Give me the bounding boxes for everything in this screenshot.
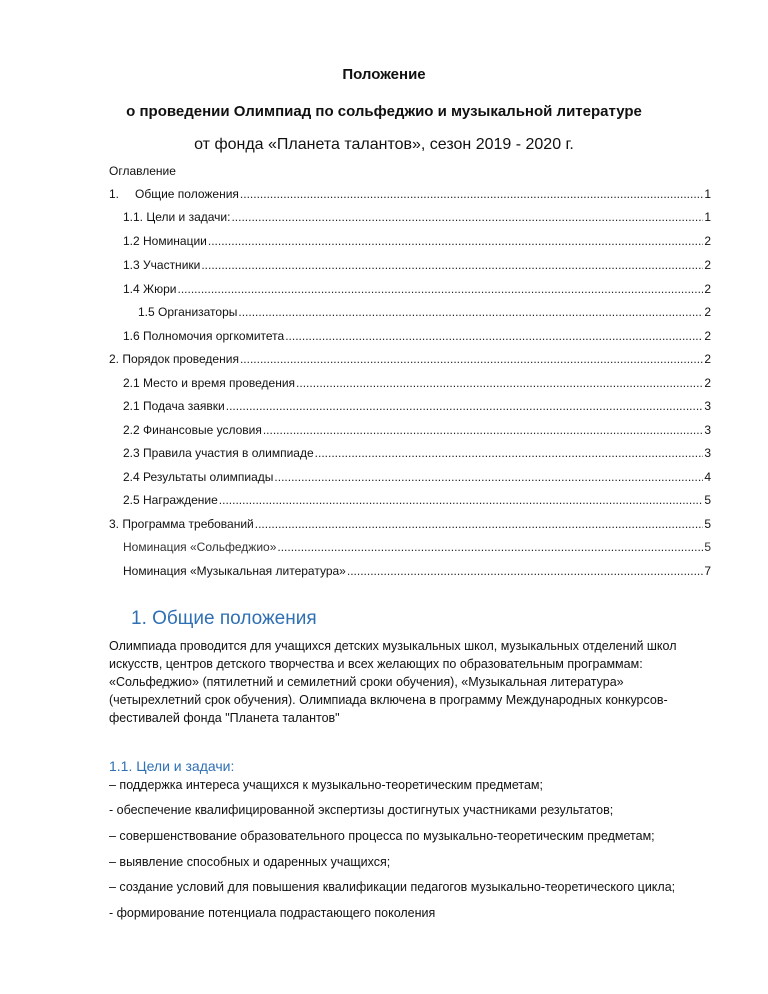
toc-leader-dots [238,305,703,319]
toc-leader-dots [274,470,703,484]
document-organizer-line: от фонда «Планета талантов», сезон 2019 - 2020 г. [194,136,574,153]
toc-heading: Оглавление [109,164,176,178]
toc-item[interactable] [123,470,711,486]
toc-item-label[interactable]: 1.2 Номинации [123,234,207,248]
toc-item-page: 2 [704,234,711,248]
toc-item-page: 4 [704,470,711,484]
toc-item-page: 3 [704,399,711,413]
toc-item-page: 2 [704,352,711,366]
toc-item[interactable] [138,305,711,321]
document-subtitle: о проведении Олимпиад по сольфеджио и музыкальной литературе [126,103,642,120]
toc-leader-dots [347,564,703,578]
toc-item-label[interactable]: 2.5 Награждение [123,493,218,507]
toc-item[interactable] [123,234,711,250]
toc-leader-dots [285,329,703,343]
toc-item-page: 3 [704,446,711,460]
toc-item-page: 2 [704,258,711,272]
toc-item[interactable] [109,352,711,368]
toc-item-label[interactable]: 1.5 Организаторы [138,305,238,319]
toc-item[interactable] [123,258,711,274]
toc-leader-dots [240,352,703,366]
toc-item-number: 1. [109,187,120,201]
goal-item: – поддержка интереса учащихся к музыкально-теоретическим предметам; [109,778,543,792]
toc-item-label[interactable]: 1.1. Цели и задачи: [123,210,231,224]
toc-item[interactable] [123,210,711,226]
toc-leader-dots [219,493,704,507]
toc-item[interactable] [123,493,711,509]
toc-item-page: 5 [704,493,711,507]
toc-item-page: 5 [704,540,711,554]
toc-item[interactable] [123,564,711,580]
toc-leader-dots [201,258,703,272]
toc-item[interactable] [123,329,711,345]
toc-leader-dots [240,187,703,201]
goal-item: – выявление способных и одаренных учащихся; [109,855,391,869]
toc-item-page: 7 [704,564,711,578]
toc-leader-dots [231,210,703,224]
toc-item[interactable] [123,376,711,392]
toc-item-label[interactable]: 1.6 Полномочия оргкомитета [123,329,285,343]
toc-item-label[interactable]: Общие положения [135,187,239,201]
toc-item-page: 5 [704,517,711,531]
toc-item[interactable] [123,423,711,439]
toc-item[interactable] [123,540,711,556]
toc-item-label[interactable]: Номинация «Музыкальная литература» [123,564,346,578]
toc-leader-dots [208,234,703,248]
section-heading-general: 1. Общие положения [131,608,317,629]
toc-item-label[interactable]: 1.4 Жюри [123,282,177,296]
toc-item[interactable] [109,517,711,533]
goal-item: – создание условий для повышения квалификации педагогов музыкально-теоретического цикла; [109,880,676,894]
toc-item-label[interactable]: 2.3 Правила участия в олимпиаде [123,446,314,460]
toc-leader-dots [315,446,704,460]
toc-item-label[interactable]: 3. Программа требований [109,517,254,531]
toc-leader-dots [177,282,703,296]
toc-leader-dots [263,423,703,437]
toc-item-label[interactable]: 2.1 Подача заявки [123,399,225,413]
toc-item-page: 1 [704,210,711,224]
section-paragraph-general: Олимпиада проводится для учащихся детских музыкальных школ, музыкальных отделений школ искусств, центров детского творчества и всех желающих по образовательным программам: «Сольфеджио» (пятилетний и семилетний сроки обучения), «Музыкальная литература» (четырехлетний срок обучения). Олимпиада включена в программу Международных конкурсов-фестивалей фонда "Планета талантов" [109,639,677,725]
section-heading-goals: 1.1. Цели и задачи: [109,758,235,774]
toc-leader-dots [255,517,704,531]
toc-item-page: 2 [704,329,711,343]
goal-item: - обеспечение квалифицированной экспертизы достигнутых участниками результатов; [109,803,614,817]
toc-item[interactable] [123,446,711,462]
toc-item-label[interactable]: 2.1 Место и время проведения [123,376,296,390]
toc-item-page: 3 [704,423,711,437]
toc-item[interactable] [123,282,711,298]
toc-item-label[interactable]: 2.2 Финансовые условия [123,423,262,437]
toc-item-page: 2 [704,282,711,296]
document-title: Положение [342,66,426,83]
toc-leader-dots [296,376,703,390]
toc-item-label[interactable]: 1.3 Участники [123,258,201,272]
toc-item-label[interactable]: 2. Порядок проведения [109,352,239,366]
goal-item: – совершенствование образовательного процесса по музыкально-теоретическим предметам; [109,829,655,843]
toc-item-label[interactable]: 2.4 Результаты олимпиады [123,470,274,484]
toc-item-page: 1 [704,187,711,201]
toc-leader-dots [226,399,704,413]
goal-item: - формирование потенциала подрастающего поколения [109,906,436,920]
toc-item-label[interactable]: Номинация «Сольфеджио» [123,540,277,554]
toc-item-page: 2 [704,305,711,319]
toc-item[interactable] [109,187,711,203]
toc-item-page: 2 [704,376,711,390]
toc-item[interactable] [123,399,711,415]
toc-leader-dots [277,540,703,554]
